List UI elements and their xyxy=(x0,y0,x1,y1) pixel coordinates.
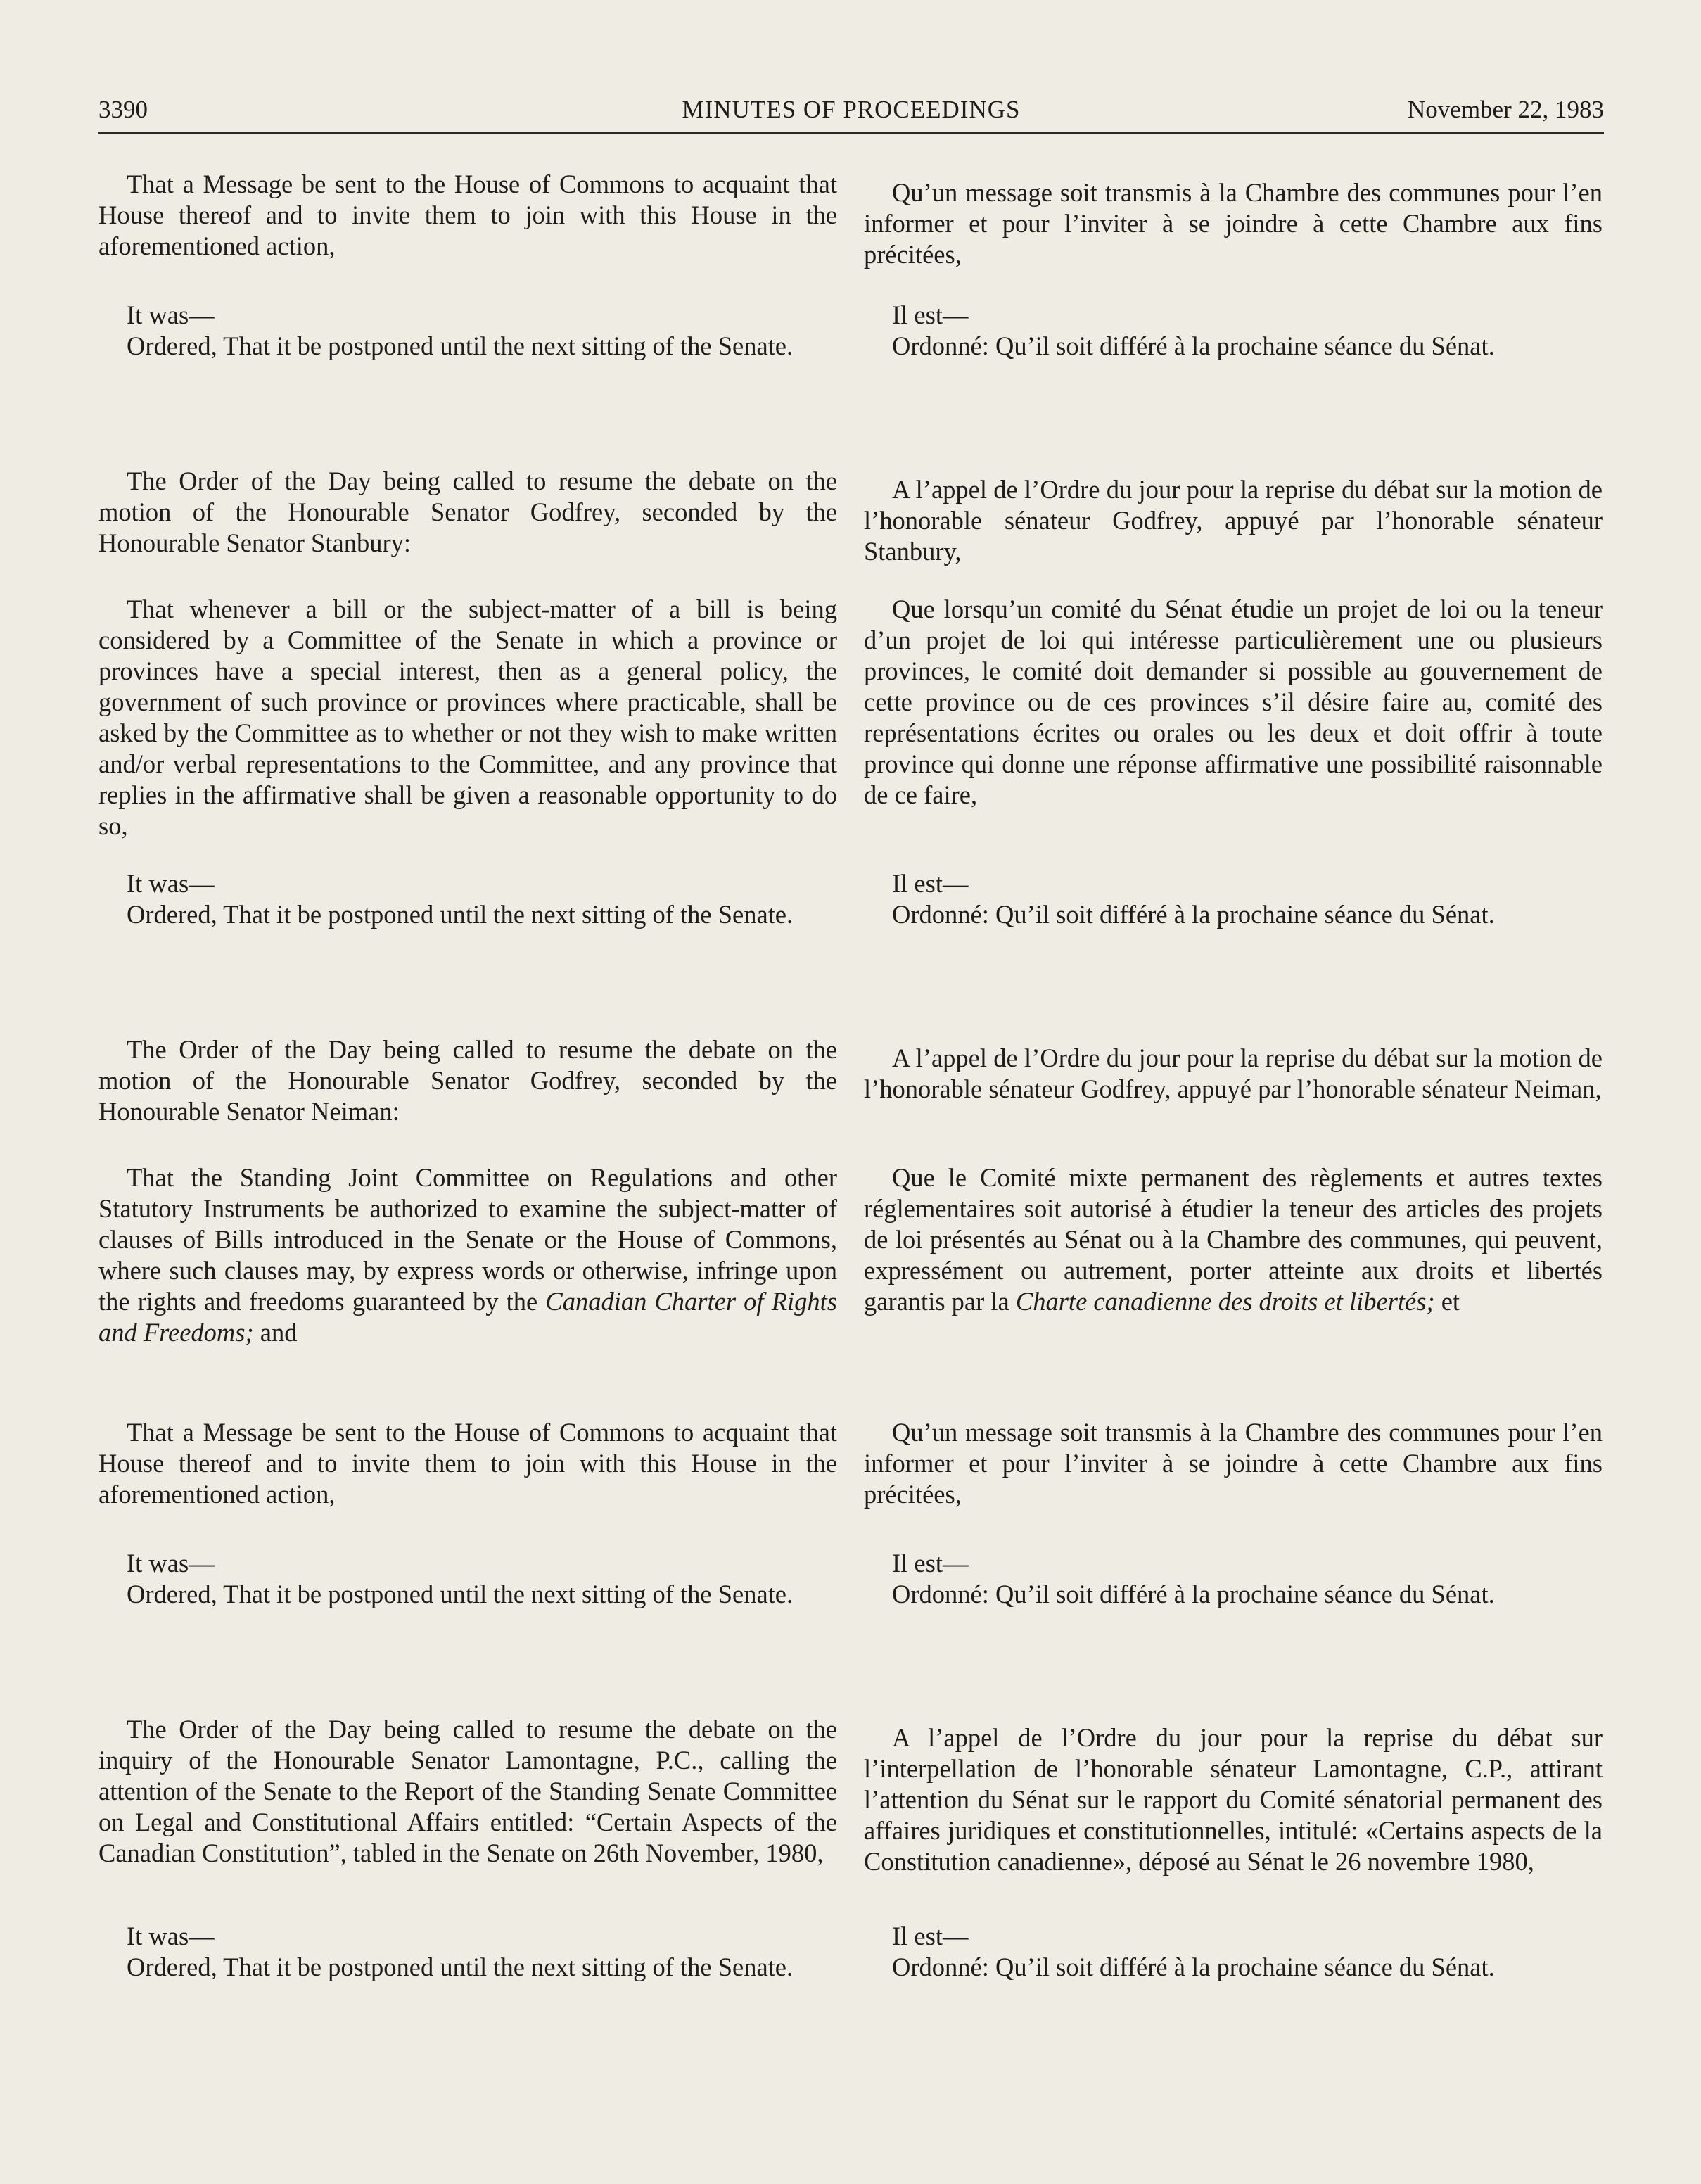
appel-paragraph: A l’appel de l’Ordre du jour pour la reprise du débat sur l’interpellation de l’honorable sénateur Lamontagne, C.P., attirant l’attention du Sénat sur le rapport du Comité sénatorial permanent des affaires juridiques et constitutionnelles, intitulé: «Certains aspects de la Constitution canadienne», déposé au Sénat le 26 novembre 1980, xyxy=(864,1723,1603,1876)
ordonne-paragraph: Ordonné: Qu’il soit différé à la prochaine séance du Sénat. xyxy=(892,900,1495,929)
ordered-paragraph: Ordered, That it be postponed until the next sitting of the Senate. xyxy=(127,1580,794,1608)
il-est-line: Il est— xyxy=(892,1922,969,1950)
motion-paragraph xyxy=(98,1162,837,1348)
ordonne-paragraph: Ordonné: Qu’il soit différé à la prochaine séance du Sénat. xyxy=(892,1953,1495,1981)
motion-paragraph xyxy=(864,1162,1603,1317)
page-number: 3390 xyxy=(98,96,148,123)
it-was-line: It was— xyxy=(127,869,215,898)
appel-paragraph: A l’appel de l’Ordre du jour pour la reprise du débat sur la motion de l’honorable sénateur Godfrey, appuyé par l’honorable sénateur Neiman, xyxy=(864,1043,1603,1103)
motion-text: Que le Comité mixte permanent des règlements et autres textes réglementaires soit autorisé à étudier la teneur des articles des projets de loi présentés au Sénat ou à la Chambre des communes, qui peuvent, expressément ou autrement, porter atteinte aux droits et libertés garantis par la xyxy=(864,1163,1603,1316)
il-est-line: Il est— xyxy=(892,1549,969,1577)
order-of-day-paragraph: The Order of the Day being called to resume the debate on the motion of the Honourable Senator Godfrey, seconded by the Honourable Senator Neiman: xyxy=(98,1035,837,1126)
page-date: November 22, 1983 xyxy=(1408,96,1604,123)
it-was-line: It was— xyxy=(127,1922,215,1950)
motion-end: et xyxy=(1434,1287,1460,1316)
il-est-line: Il est— xyxy=(892,300,969,329)
page-header xyxy=(98,96,1604,134)
motion-end: and xyxy=(253,1318,298,1347)
ordonne-paragraph: Ordonné: Qu’il soit différé à la prochaine séance du Sénat. xyxy=(892,1580,1495,1608)
appel-paragraph: A l’appel de l’Ordre du jour pour la reprise du débat sur la motion de l’honorable sénateur Godfrey, appuyé par l’honorable sénateur Stanbury, xyxy=(864,475,1603,566)
motion-text: That the Standing Joint Committee on Regulations and other Statutory Instruments be authorized to examine the subject-matter of clauses of Bills introduced in the Senate or the House of Commons, where such clauses may, by express words or otherwise, infringe upon the rights and freedoms guaranteed by the xyxy=(98,1163,837,1316)
ordonne-paragraph: Ordonné: Qu’il soit différé à la prochaine séance du Sénat. xyxy=(892,331,1495,360)
message-paragraph: That a Message be sent to the House of Commons to acquaint that House thereof and to invite them to join with this House in the aforementioned action, xyxy=(98,170,837,260)
ordered-paragraph: Ordered, That it be postponed until the next sitting of the Senate. xyxy=(127,1953,794,1981)
order-of-day-paragraph: The Order of the Day being called to resume the debate on the motion of the Honourable Senator Godfrey, seconded by the Honourable Senator Stanbury: xyxy=(98,466,837,557)
order-of-day-paragraph: The Order of the Day being called to resume the debate on the inquiry of the Honourable Senator Lamontagne, P.C., calling the attention of the Senate to the Report of the Standing Senate Committee on Legal and Constitutional Affairs entitled: “Certain Aspects of the Canadian Constitution”, tabled in the Senate on 26th November, 1980, xyxy=(98,1715,837,1867)
charter-title: Canadian Charter of Rights and Freedoms; xyxy=(98,1287,837,1347)
message-paragraph: Qu’un message soit transmis à la Chambre des communes pour l’en informer et pour l’inviter à se joindre à cette Chambre aux fins précitées, xyxy=(864,178,1603,269)
ordered-paragraph: Ordered, That it be postponed until the next sitting of the Senate. xyxy=(127,331,794,360)
it-was-line: It was— xyxy=(127,1549,215,1577)
charte-title: Charte canadienne des droits et libertés; xyxy=(1015,1287,1435,1316)
message-paragraph: Qu’un message soit transmis à la Chambre des communes pour l’en informer et pour l’inviter à se joindre à cette Chambre aux fins précitées, xyxy=(864,1418,1603,1509)
il-est-line: Il est— xyxy=(892,869,969,898)
it-was-line: It was— xyxy=(127,300,215,329)
page-title: MINUTES OF PROCEEDINGS xyxy=(682,96,1021,123)
message-paragraph: That a Message be sent to the House of Commons to acquaint that House thereof and to invite them to join with this House in the aforementioned action, xyxy=(98,1418,837,1509)
motion-paragraph: That whenever a bill or the subject-matter of a bill is being considered by a Committee of the Senate in which a province or provinces have a special interest, then as a general policy, the government of such province or provinces where practicable, shall be asked by the Committee as to whether or not they wish to make written and/or verbal representations to the Committee, and any province that replies in the affirmative shall be given a reasonable opportunity to do so, xyxy=(98,595,837,840)
ordered-paragraph: Ordered, That it be postponed until the next sitting of the Senate. xyxy=(127,900,794,929)
motion-paragraph: Que lorsqu’un comité du Sénat étudie un projet de loi ou la teneur d’un projet de loi qui intéresse particulièrement une ou plusieurs provinces, le comité doit demander si possible au gouvernement de cette province ou de ces provinces s’il désire faire au, comité des représentations écrites ou orales ou les deux et doit offrir à toute province qui donne une réponse affirmative une possibilité raisonnable de ce faire, xyxy=(864,595,1603,809)
